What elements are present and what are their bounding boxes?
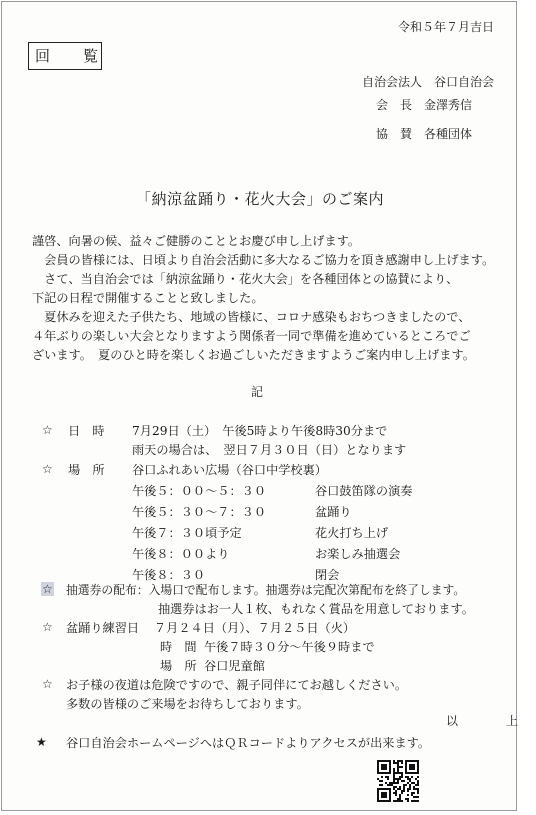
- ki-heading: 記: [251, 385, 264, 399]
- welcome-note: 多数の皆様のご来場をお待ちしております。: [66, 697, 309, 711]
- issue-date: 令和５年７月吉日: [397, 20, 494, 34]
- document-title: 「納涼盆踊り・花火大会」のご案内: [135, 190, 384, 208]
- star-outline-icon: ☆: [42, 620, 53, 634]
- schedule-time: 午後８：００より: [132, 547, 230, 561]
- schedule-time: 午後７：３０頃予定: [132, 526, 242, 540]
- sponsor-line: 協 賛 各種団体: [376, 127, 473, 141]
- schedule-time: 午後５：００〜５：３０: [132, 484, 267, 498]
- ijo-closing: 以 上: [446, 714, 536, 728]
- rain-note: 雨天の場合は、 翌日７月３０日（日）となります: [132, 443, 407, 457]
- body-line: 謹啓、向暑の候、益々ご健勝のこととお慶び申し上げます。: [32, 234, 361, 248]
- body-line: ４年ぶりの楽しい大会となりますよう関係者一同で準備を進めているところでご: [32, 329, 471, 343]
- practice-place-label: 場 所: [160, 659, 197, 673]
- schedule-event: 盆踊り: [315, 505, 352, 519]
- schedule-event: 谷口鼓笛隊の演奏: [315, 484, 413, 498]
- president-line: 会 長 金澤秀信: [376, 98, 473, 112]
- body-line: 夏休みを迎えた子供たち、地域の皆様に、コロナ感染もおちつきましたので、: [32, 310, 471, 324]
- homepage-note: 谷口自治会ホームページへはＱＲコードよりアクセスが出来ます。: [66, 736, 431, 750]
- practice-place: 谷口児童館: [204, 659, 265, 673]
- star-filled-icon: ★: [36, 735, 47, 749]
- star-outline-icon: ☆: [42, 423, 53, 437]
- schedule-event: 花火打ち上げ: [315, 526, 389, 540]
- place-label: 場 所: [68, 463, 105, 477]
- star-outline-icon: ☆: [42, 582, 53, 596]
- body-line: 会員の皆様には、日頃より自治会活動に多大なるご協力を頂き感謝申し上げます。: [32, 253, 495, 267]
- org-name: 自治会法人 谷口自治会: [362, 75, 495, 89]
- place-value: 谷口ふれあい広場（谷口中学校裏）: [132, 463, 327, 477]
- practice-label: 盆踊り練習日: [66, 621, 140, 635]
- schedule-event: 閉会: [315, 568, 340, 582]
- body-line: さて、当自治会では「納涼盆踊り・花火大会」を各種団体との協賛により、: [32, 272, 459, 286]
- circular-document: [1, 1, 536, 811]
- schedule-time: 午後５：３０〜７：３０: [132, 505, 267, 519]
- schedule-time: 午後８：３０: [132, 568, 206, 582]
- body-line: 下記の日程で開催することと致しました。: [32, 291, 264, 305]
- kairan-stamp: 回 覧: [28, 42, 102, 70]
- date-label: 日 時: [68, 424, 105, 438]
- date-value: 7月29日（土） 午後5時より午後8時30分まで: [132, 424, 388, 438]
- lottery-line: 抽選券はお一人１枚、もれなく賞品を用意しております。: [158, 602, 474, 616]
- lottery-line: 抽選券の配布：入場口で配布します。抽選券は完配次第配布を終了します。: [66, 583, 466, 597]
- practice-time-label: 時 間: [160, 640, 197, 654]
- children-note: お子様の夜道は危険ですので、親子同伴にてお越しください。: [66, 678, 408, 692]
- star-outline-icon: ☆: [42, 677, 53, 691]
- practice-time: 午後７時３０分〜午後９時まで: [204, 640, 375, 654]
- schedule-event: お楽しみ抽選会: [315, 547, 401, 561]
- practice-dates: ７月２４日（月）、７月２５日（火）: [154, 621, 356, 635]
- star-outline-icon: ☆: [42, 462, 53, 476]
- body-line: ざいます。 夏のひと時を楽しくお過ごしいただきますようご案内申し上げます。: [32, 348, 475, 362]
- qr-code-icon[interactable]: [377, 760, 419, 802]
